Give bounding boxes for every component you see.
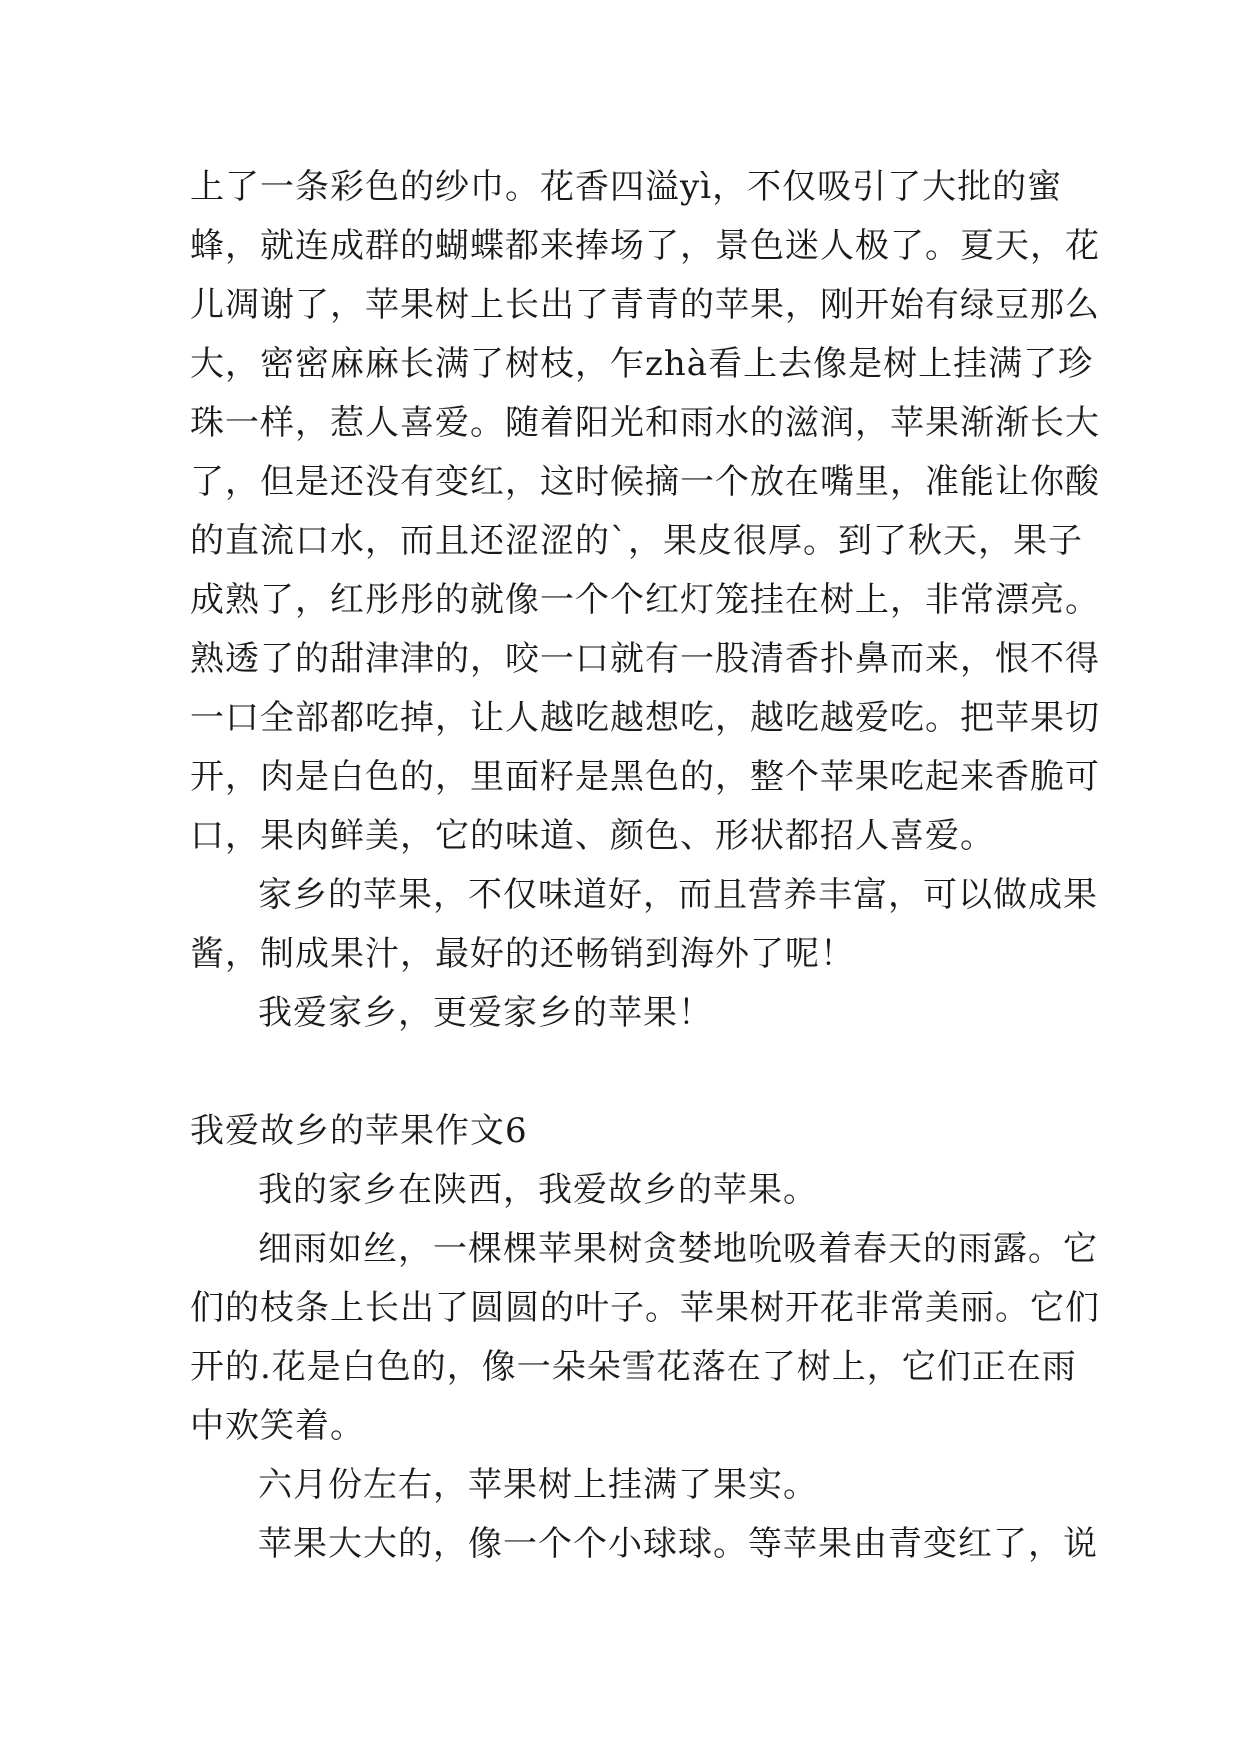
- text-line: 口，果肉鲜美，它的味道、颜色、形状都招人喜爱。: [190, 816, 995, 856]
- paragraph-home: 我的家乡在陕西，我爱故乡的苹果。: [258, 1170, 818, 1210]
- paragraph-nutrition-line-2: 酱，制成果汁，最好的还畅销到海外了呢！: [190, 934, 855, 974]
- text-line: 珠一样，惹人喜爱。随着阳光和雨水的滋润，苹果渐渐长大: [190, 403, 1100, 443]
- paragraph-love: 我爱家乡，更爱家乡的苹果！: [258, 993, 713, 1033]
- text-line: 大，密密麻麻长满了树枝，乍zhà看上去像是树上挂满了珍: [190, 344, 1094, 384]
- text-line: 上了一条彩色的纱巾。花香四溢yì，不仅吸引了大批的蜜: [190, 167, 1063, 207]
- paragraph-rain-line-1: 细雨如丝，一棵棵苹果树贪婪地吮吸着春天的雨露。它: [258, 1229, 1098, 1269]
- text-line: 开，肉是白色的，里面籽是黑色的，整个苹果吃起来香脆可: [190, 757, 1100, 797]
- paragraph-rain-line-4: 中欢笑着。: [190, 1406, 365, 1446]
- section-title: 我爱故乡的苹果作文6: [190, 1111, 528, 1151]
- text-line: 成熟了，红彤彤的就像一个个红灯笼挂在树上，非常漂亮。: [190, 580, 1100, 620]
- text-line: 儿凋谢了，苹果树上长出了青青的苹果，刚开始有绿豆那么: [190, 285, 1100, 325]
- text-line: 熟透了的甜津津的，咬一口就有一股清香扑鼻而来，恨不得: [190, 639, 1100, 679]
- text-line: 的直流口水，而且还涩涩的`，果皮很厚。到了秋天，果子: [190, 521, 1083, 561]
- essay-body: [190, 158, 1100, 1574]
- text-line: 了，但是还没有变红，这时候摘一个放在嘴里，准能让你酸: [190, 462, 1100, 502]
- paragraph-nutrition-line-1: 家乡的苹果，不仅味道好，而且营养丰富，可以做成果: [258, 875, 1098, 915]
- section-spacer: [190, 1043, 1070, 1102]
- text-line: 蜂，就连成群的蝴蝶都来捧场了，景色迷人极了。夏天，花: [190, 226, 1100, 266]
- text-line: 一口全部都吃掉，让人越吃越想吃，越吃越爱吃。把苹果切: [190, 698, 1100, 738]
- paragraph-big-apples: 苹果大大的，像一个个小球球。等苹果由青变红了，说: [258, 1524, 1098, 1564]
- paragraph-rain-line-3: 开的.花是白色的，像一朵朵雪花落在了树上，它们正在雨: [190, 1347, 1077, 1387]
- paragraph-june: 六月份左右，苹果树上挂满了果实。: [258, 1465, 818, 1505]
- paragraph-rain-line-2: 们的枝条上长出了圆圆的叶子。苹果树开花非常美丽。它们: [190, 1288, 1100, 1328]
